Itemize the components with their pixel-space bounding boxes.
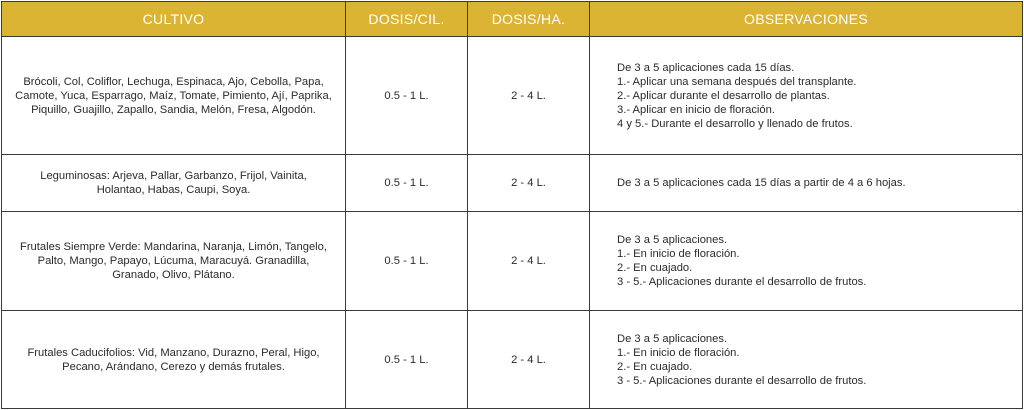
dosis-cil-cell: 0.5 - 1 L. — [346, 155, 468, 212]
observaciones-cell — [590, 311, 1023, 409]
dosis-cil-cell: 0.5 - 1 L. — [346, 212, 468, 311]
table-row — [2, 155, 1023, 212]
dosis-ha-cell: 2 - 4 L. — [468, 212, 590, 311]
dosis-cil-cell: 0.5 - 1 L. — [346, 311, 468, 409]
cultivo-cell — [2, 37, 346, 155]
observacion-line: 2.- En cuajado. — [617, 360, 693, 373]
header-dosis-cil: DOSIS/CIL. — [346, 2, 468, 37]
observacion-line: 1.- Aplicar una semana después del transplante. — [617, 75, 857, 88]
dosis-ha-cell: 2 - 4 L. — [468, 155, 590, 212]
observacion-line: 2.- Aplicar durante el desarrollo de plantas. — [617, 89, 830, 102]
observacion-line: 4 y 5.- Durante el desarrollo y llenado de frutos. — [617, 117, 853, 130]
cultivo-text: Frutales Siempre Verde: Mandarina, Naranja, Limón, Tangelo, Palto, Mango, Papayo, Lúcuma, Maracuyá. Granadilla, Granado, Olivo, Plátano. — [20, 241, 327, 281]
observaciones-cell — [590, 212, 1023, 311]
cultivo-cell — [2, 311, 346, 409]
observacion-line: De 3 a 5 aplicaciones. — [617, 234, 728, 246]
observacion-line: 2.- En cuajado. — [617, 262, 693, 274]
observacion-line: 3.- Aplicar en inicio de floración. — [617, 103, 775, 116]
observacion-line: 3 - 5.- Aplicaciones durante el desarrollo de frutos. — [617, 276, 867, 288]
observacion-line: 3 - 5.- Aplicaciones durante el desarrollo de frutos. — [617, 374, 867, 387]
dosis-cil-cell: 0.5 - 1 L. — [346, 37, 468, 155]
observacion-line: De 3 a 5 aplicaciones. — [617, 332, 728, 345]
dosis-ha-cell: 2 - 4 L. — [468, 37, 590, 155]
dosage-table — [1, 1, 1023, 409]
observaciones-cell — [590, 37, 1023, 155]
header-cultivo: CULTIVO — [2, 2, 346, 37]
observacion-line: 1.- En inicio de floración. — [617, 346, 740, 359]
table-row — [2, 212, 1023, 311]
observaciones-cell — [590, 155, 1023, 212]
table-header-row — [2, 2, 1023, 37]
cultivo-cell — [2, 212, 346, 311]
observacion-line: De 3 a 5 aplicaciones cada 15 días. — [617, 61, 795, 74]
cultivo-text: Leguminosas: Arjeva, Pallar, Garbanzo, Frijol, Vainita, Holantao, Habas, Caupi, Soya. — [40, 170, 307, 196]
dosis-ha-cell: 2 - 4 L. — [468, 311, 590, 409]
header-dosis-ha: DOSIS/HA. — [468, 2, 590, 37]
header-observaciones: OBSERVACIONES — [590, 2, 1023, 37]
cultivo-text: Brócoli, Col, Coliflor, Lechuga, Espinaca, Ajo, Cebolla, Papa, Camote, Yuca, Esparrago, Maíz, Tomate, Pimiento, Ají, Paprika, Piquillo, Guajillo, Zapallo, Sandia, Melón, Fresa, Algodón. — [15, 75, 332, 116]
cultivo-cell — [2, 155, 346, 212]
cultivo-text: Frutales Caducifolios: Vid, Manzano, Durazno, Peral, Higo, Pecano, Arándano, Cerezo y demás frutales. — [27, 346, 320, 373]
observacion-line: 1.- En inicio de floración. — [617, 248, 740, 260]
table-row — [2, 311, 1023, 409]
table-row — [2, 37, 1023, 155]
observacion-line: De 3 a 5 aplicaciones cada 15 días a partir de 4 a 6 hojas. — [617, 177, 906, 189]
